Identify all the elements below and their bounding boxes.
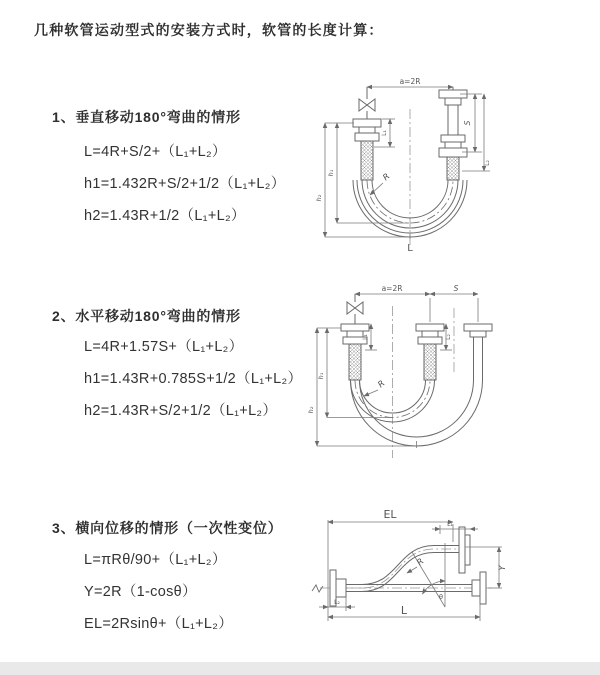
- length-label: L: [400, 604, 408, 617]
- hose-u-bend-moved: [351, 337, 483, 446]
- right-braided-hose: [447, 157, 459, 180]
- radius-label: R: [381, 171, 393, 184]
- length-label: L: [407, 243, 413, 254]
- formula: EL=2Rsinθ+（L₁+L₂）: [84, 616, 234, 632]
- page-title: 几种软管运动型式的安装方式时，软管的长度计算：: [34, 22, 384, 38]
- right-flange-fitting: [464, 324, 492, 337]
- valve-icon: [347, 294, 363, 324]
- dimension-lines: [319, 520, 502, 621]
- dim-label-h2: h₂: [307, 406, 315, 414]
- radius-label: R: [376, 378, 388, 391]
- angle-label: θ: [439, 593, 443, 601]
- dim-label-l1: L₁: [362, 334, 369, 340]
- dim-label-l1: L₁: [381, 130, 388, 136]
- pipe-break-symbol: [312, 585, 323, 592]
- radius-label: R: [415, 556, 427, 569]
- middle-braided-hose: [424, 344, 436, 380]
- dim-label-h1: h₁: [317, 372, 325, 380]
- formula: h1=1.43R+0.785S+1/2（L₁+L₂）: [84, 371, 303, 387]
- left-braided-hose: [361, 141, 373, 180]
- diagram-lateral-displacement: [298, 498, 600, 658]
- formula: Y=2R（1-cosθ）: [84, 584, 197, 600]
- dim-label-h1: h₁: [327, 169, 335, 177]
- dimension-lines: [325, 87, 490, 239]
- scan-page-edge: [0, 662, 600, 675]
- formula: h1=1.432R+S/2+1/2（L₁+L₂）: [84, 176, 286, 192]
- diagram-horizontal-180-bend: [305, 278, 540, 473]
- dim-label-a2r: a=2R: [381, 284, 403, 293]
- upper-right-flange: [459, 527, 470, 573]
- dim-label-el: EL: [383, 508, 397, 521]
- left-braided-hose: [349, 344, 361, 380]
- lower-right-flange: [472, 572, 486, 604]
- dim-label-l2: L₂: [334, 599, 340, 606]
- dim-label-l1: L₁: [447, 521, 453, 528]
- section-1-heading: 1、垂直移动180°弯曲的情形: [52, 109, 241, 125]
- formula: L=4R+S/2+（L₁+L₂）: [84, 144, 227, 160]
- formula: L=4R+1.57S+（L₁+L₂）: [84, 339, 244, 355]
- formula: h2=1.43R+S/2+1/2（L₁+L₂）: [84, 403, 278, 419]
- section-3-heading: 3、横向位移的情形（一次性变位）: [52, 520, 283, 536]
- dim-label-y: Y: [498, 565, 508, 571]
- formula: L=πRθ/90+（L₁+L₂）: [84, 552, 227, 568]
- formula: h2=1.43R+1/2（L₁+L₂）: [84, 208, 246, 224]
- dim-label-l2: L₂: [445, 334, 452, 340]
- dim-label-l2: L₂: [484, 160, 491, 166]
- dim-label-h2: h₂: [315, 194, 323, 202]
- dim-label-s: S: [453, 284, 459, 293]
- diagram-vertical-180-bend: [312, 73, 600, 261]
- middle-flange-fitting: [416, 324, 444, 344]
- dim-label-a2r: a=2R: [399, 77, 421, 86]
- section-2-heading: 2、水平移动180°弯曲的情形: [52, 308, 241, 324]
- left-flange-fitting: [341, 324, 369, 344]
- left-flange-fitting: [353, 119, 381, 141]
- dim-label-s: S: [463, 120, 472, 126]
- valve-icon: [359, 87, 375, 119]
